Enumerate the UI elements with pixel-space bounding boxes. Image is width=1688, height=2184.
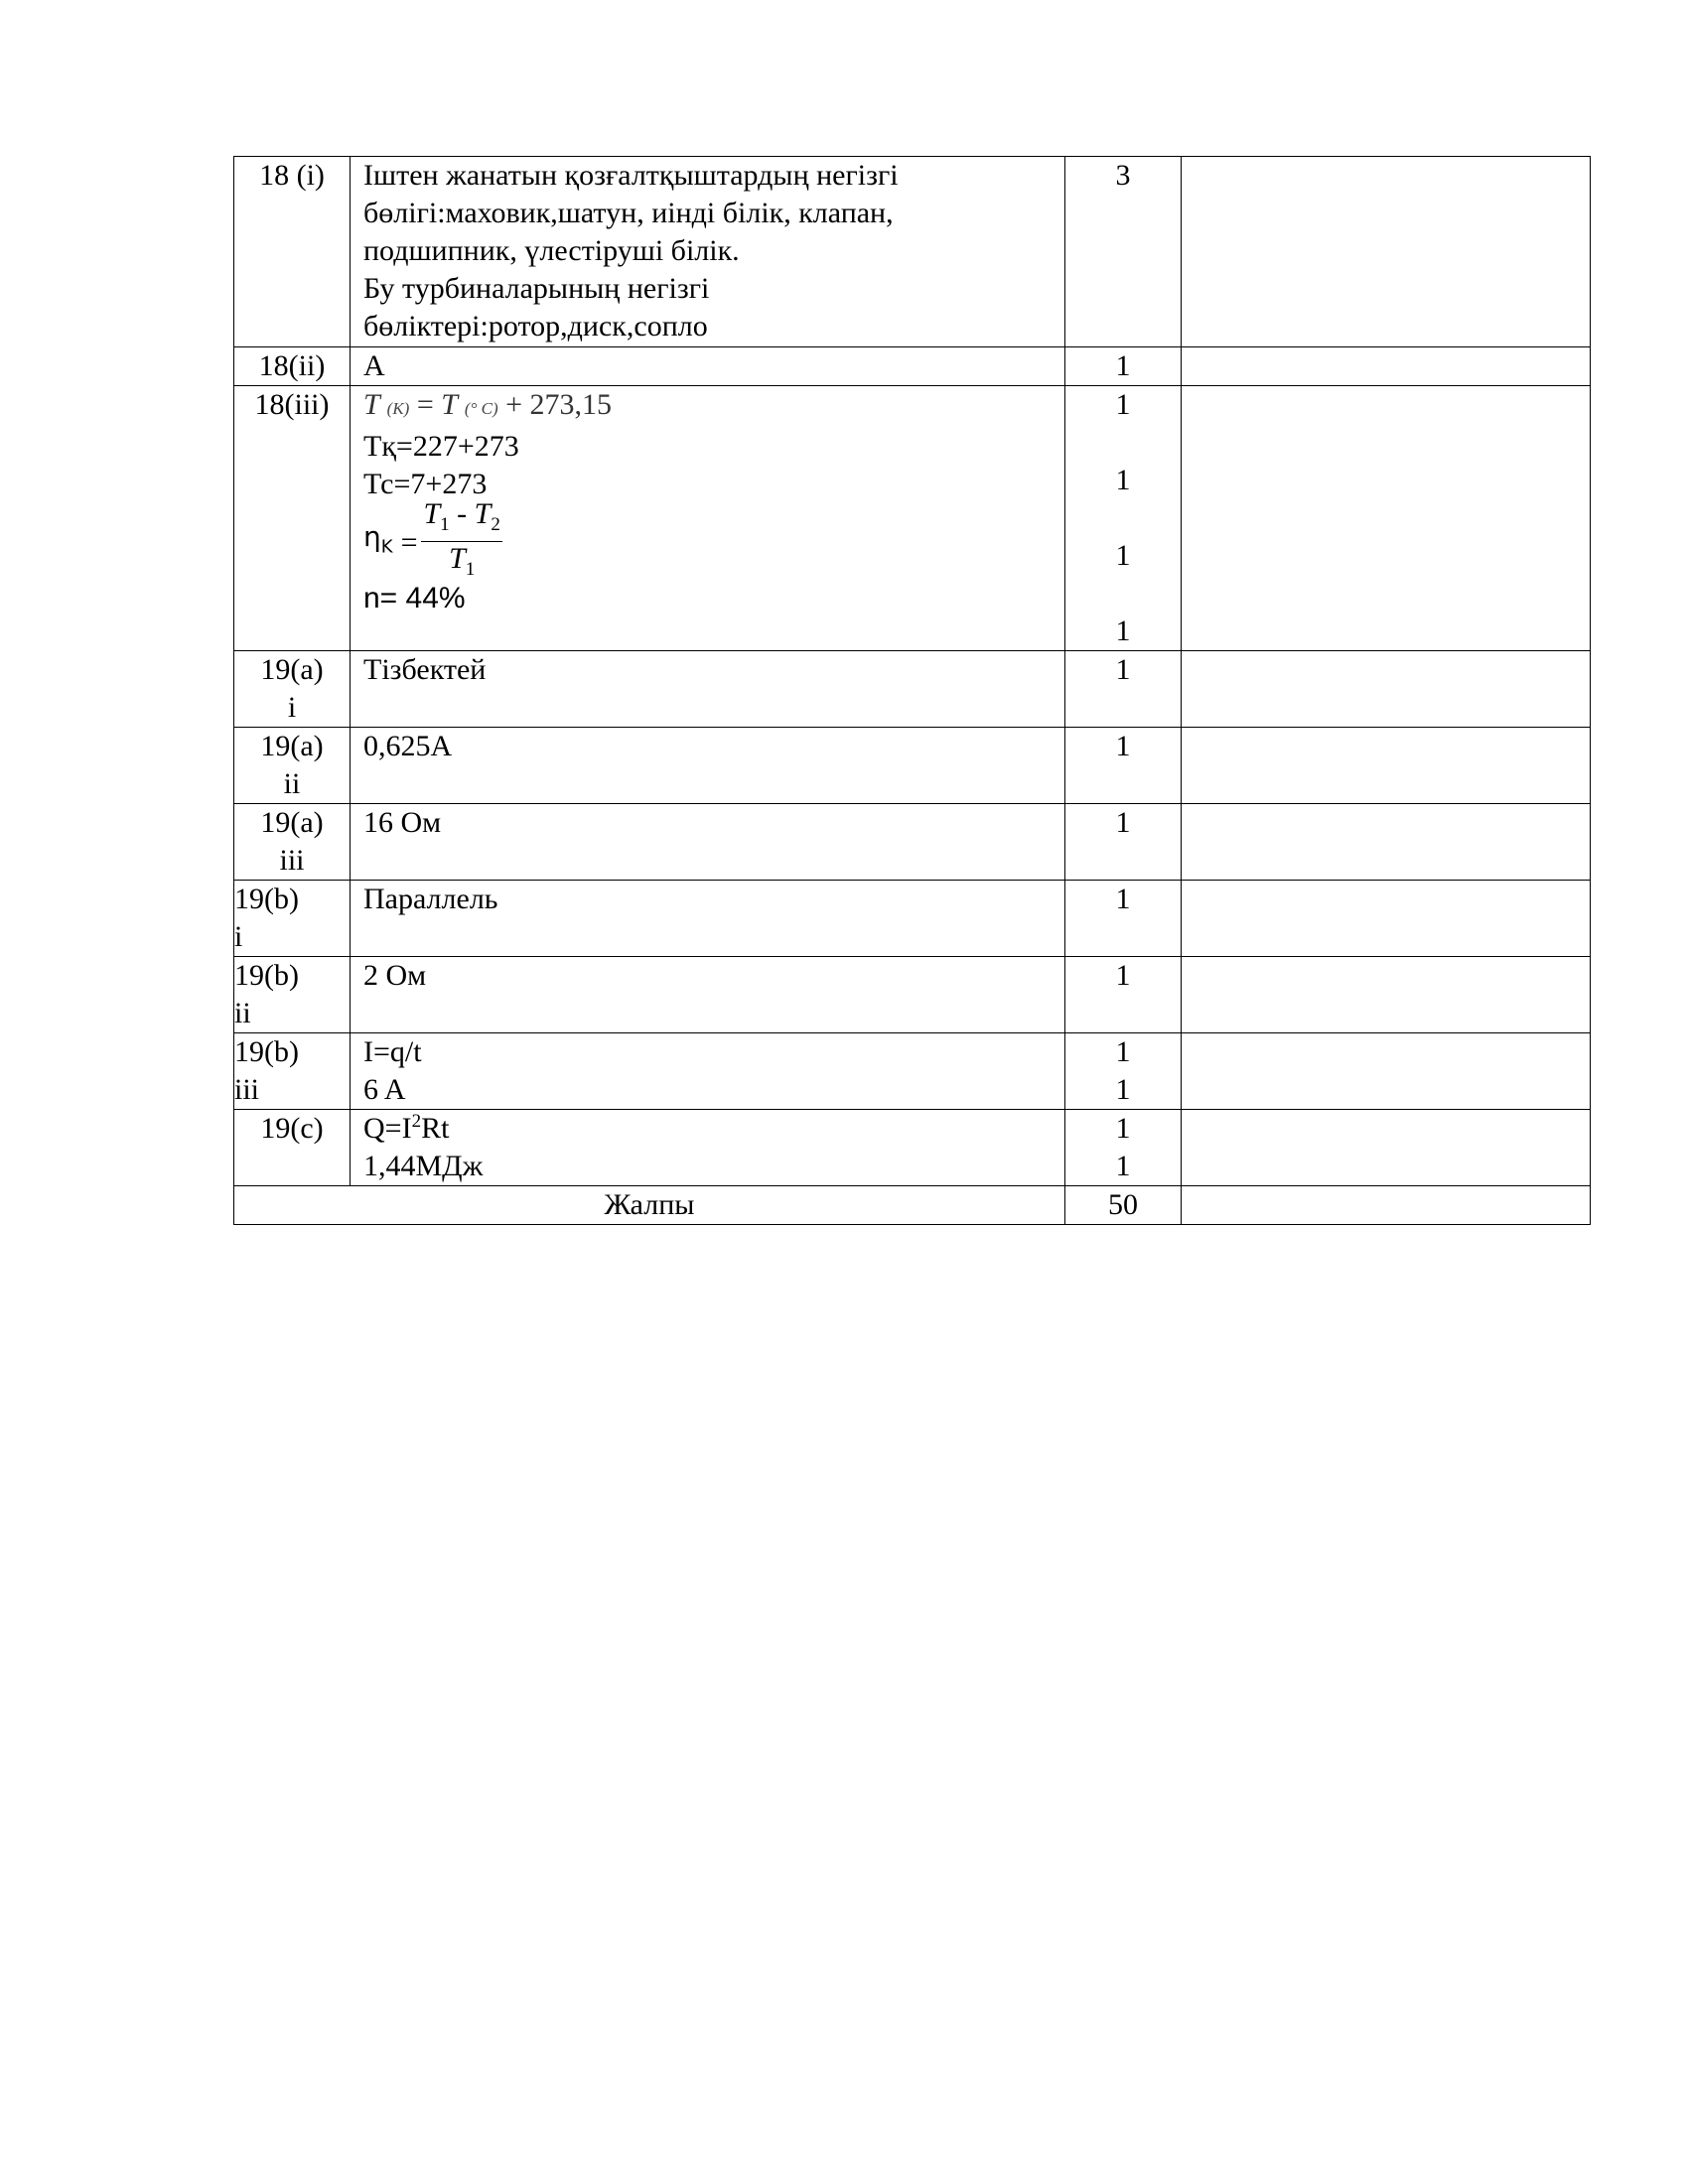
note-cell [1182, 386, 1591, 651]
answer-line: бөліктері:ротор,диск,сопло [363, 310, 708, 342]
formula-subscript: (° C) [464, 399, 498, 418]
table-row [234, 651, 1591, 728]
answer-line: 6 A [363, 1073, 406, 1106]
mark-scheme-table [233, 156, 1591, 1225]
equals-sign: = [400, 525, 418, 559]
eta-symbol [363, 518, 393, 567]
question-cell: 18(iii) [234, 386, 351, 651]
marks-cell [1065, 386, 1182, 651]
answer-line: Тс=7+273 [363, 468, 488, 500]
marks-cell: 1 [1065, 881, 1182, 957]
answer-line: бөлігі:маховик,шатун, иінді білік, клапан, [363, 197, 894, 229]
denominator-sub: 1 [465, 559, 476, 580]
answer-cell: 0,625A [351, 728, 1065, 804]
answer-line: Тқ=227+273 [363, 430, 519, 463]
formula-symbol: T [363, 388, 380, 421]
answer-cell: 2 Ом [351, 957, 1065, 1033]
note-cell [1182, 347, 1591, 386]
table-row [234, 1110, 1591, 1186]
numerator-b: T [474, 497, 492, 530]
mark-value: 1 [1115, 539, 1131, 572]
mark-value: 1 [1115, 388, 1131, 421]
formula-equals: = [409, 388, 442, 421]
formula-part: Q=I [363, 1112, 412, 1145]
total-value: 50 [1065, 1186, 1182, 1225]
note-cell [1182, 1033, 1591, 1110]
mark-value: 1 [1115, 1112, 1131, 1145]
efficiency-formula [363, 497, 1058, 580]
fraction [421, 498, 501, 587]
answer-cell: Параллель [351, 881, 1065, 957]
numerator-b-sub: 2 [491, 514, 500, 535]
marks-cell: 1 [1065, 804, 1182, 881]
marks-cell: 1 [1065, 651, 1182, 728]
marks-cell: 1 [1065, 347, 1182, 386]
question-number: 19(a) [260, 653, 324, 686]
question-part: ii [283, 767, 301, 800]
question-cell [234, 728, 351, 804]
answer-line [363, 1110, 1058, 1148]
marks-cell: 1 [1065, 957, 1182, 1033]
answer-line: подшипник, үлестіруші білік. [363, 234, 740, 267]
kelvin-formula [363, 386, 1058, 428]
marks-cell: 3 [1065, 157, 1182, 347]
question-part: i [234, 920, 243, 953]
question-number: 19(a) [260, 730, 324, 762]
total-row [234, 1186, 1591, 1225]
question-part: iii [279, 844, 305, 877]
question-cell: 18(ii) [234, 347, 351, 386]
table-row [234, 347, 1591, 386]
minus-sign: - [449, 497, 475, 530]
answer-cell: 16 Ом [351, 804, 1065, 881]
answer-cell [351, 386, 1065, 651]
note-cell [1182, 157, 1591, 347]
answer-line: Іштен жанатын қозғалтқыштардың негізгі [363, 159, 899, 192]
note-cell [1182, 1186, 1591, 1225]
mark-value: 1 [1115, 1073, 1131, 1106]
marks-cell [1065, 1033, 1182, 1110]
table-row [234, 386, 1591, 651]
mark-value: 1 [1115, 1035, 1131, 1068]
table-row [234, 881, 1591, 957]
eta-subscript: K [380, 536, 393, 558]
note-cell [1182, 1110, 1591, 1186]
question-cell [234, 1033, 351, 1110]
eta-letter: η [363, 520, 381, 554]
question-number: 19(b) [234, 883, 299, 915]
answer-line: 1,44МДж [363, 1150, 484, 1182]
answer-cell [351, 1033, 1065, 1110]
question-cell: 19(c) [234, 1110, 351, 1186]
question-cell: 18 (i) [234, 157, 351, 347]
table-row [234, 957, 1591, 1033]
question-part: iii [234, 1073, 260, 1106]
table-row [234, 157, 1591, 347]
denominator: T [449, 542, 466, 575]
answer-cell [351, 157, 1065, 347]
formula-symbol: T [441, 388, 458, 421]
question-number: 19(b) [234, 959, 299, 992]
question-number: 19(a) [260, 806, 324, 839]
note-cell [1182, 881, 1591, 957]
question-number: 19(b) [234, 1035, 299, 1068]
formula-tail: + 273,15 [497, 388, 613, 421]
table-row [234, 804, 1591, 881]
note-cell [1182, 804, 1591, 881]
note-cell [1182, 728, 1591, 804]
answer-cell: A [351, 347, 1065, 386]
formula-part: Rt [421, 1112, 450, 1145]
answer-line: Бу турбиналарының негізгі [363, 272, 710, 305]
result-line: n= 44% [363, 582, 466, 614]
formula-exponent: 2 [411, 1111, 422, 1132]
answer-cell [351, 1110, 1065, 1186]
marks-cell: 1 [1065, 728, 1182, 804]
numerator-a: T [423, 497, 441, 530]
question-part: ii [234, 997, 251, 1029]
mark-value: 1 [1115, 464, 1131, 496]
formula-subscript: (K) [386, 399, 410, 418]
mark-value: 1 [1115, 614, 1131, 647]
table-row [234, 728, 1591, 804]
question-cell [234, 651, 351, 728]
mark-value: 1 [1115, 1150, 1131, 1182]
marks-cell [1065, 1110, 1182, 1186]
question-cell [234, 957, 351, 1033]
note-cell [1182, 651, 1591, 728]
total-label: Жалпы [234, 1186, 1065, 1225]
answer-line: I=q/t [363, 1035, 422, 1068]
answer-cell: Тізбектей [351, 651, 1065, 728]
question-cell [234, 804, 351, 881]
note-cell [1182, 957, 1591, 1033]
question-part: i [287, 691, 297, 724]
numerator-a-sub: 1 [440, 514, 450, 535]
question-cell [234, 881, 351, 957]
fraction-numerator [421, 498, 501, 542]
table-row [234, 1033, 1591, 1110]
